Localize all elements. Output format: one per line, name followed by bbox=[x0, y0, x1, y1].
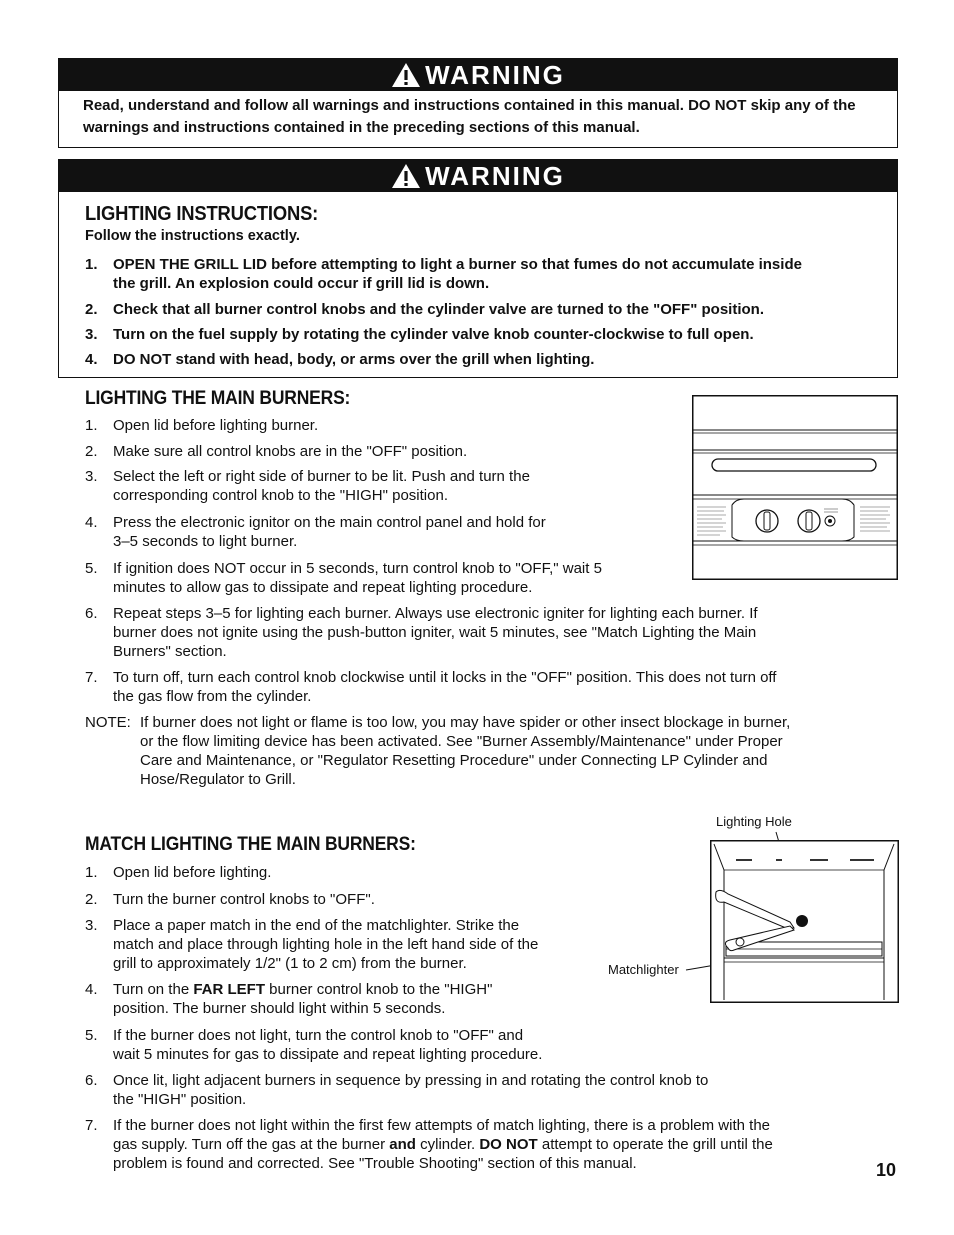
list-item: 1. OPEN THE GRILL LID before attempting to light a burner so that fumes do not accumulate inside the grill. An explosion could occur if grill lid is down. bbox=[85, 256, 802, 292]
matchlighter-label: Matchlighter bbox=[608, 962, 679, 977]
list-item: 7. If the burner does not light within the first few attempts of match lighting, there is a problem with the gas supply. Turn off the gas at the burner and cylinder. DO NOT attempt to operate the grill until the problem is found and corrected. See "Trouble Shooting" section of this manual. bbox=[85, 1117, 773, 1172]
warning-header-2 bbox=[59, 160, 897, 192]
main-burners-heading: LIGHTING THE MAIN BURNERS: bbox=[85, 388, 351, 409]
lighting-instructions-heading: LIGHTING INSTRUCTIONS: bbox=[85, 203, 319, 225]
list-item: 2. Make sure all control knobs are in the "OFF" position. bbox=[85, 443, 468, 460]
list-item: 1. Open lid before lighting. bbox=[85, 864, 272, 881]
list-item: 3. Place a paper match in the end of the matchlighter. Strike the match and place through lighting hole in the left hand side of the grill to approximately 1/2" (1 to 2 cm) from the burner. bbox=[85, 917, 539, 972]
list-item: 5. If ignition does NOT occur in 5 seconds, turn control knob to "OFF," wait 5 minutes to allow gas to dissipate and repeat lighting procedure. bbox=[85, 560, 602, 596]
warning-triangle-icon bbox=[391, 163, 421, 189]
list-item: 1. Open lid before lighting burner. bbox=[85, 417, 319, 434]
warning-header-1 bbox=[59, 59, 897, 91]
list-item: 3. Select the left or right side of burner to be lit. Push and turn the corresponding control knob to the "HIGH" position. bbox=[85, 468, 530, 504]
list-item: 6. Repeat steps 3–5 for lighting each burner. Always use electronic igniter for lighting each burner. If burner does not ignite using the push-button igniter, wait 5 minutes, see "Match Lighting the Main Burners" section. bbox=[85, 605, 758, 660]
lighting-hole-icon bbox=[796, 915, 808, 927]
note: NOTE: If burner does not light or flame is too low, you may have spider or other insect blockage in burner, or the flow limiting device has been activated. See "Burner Assembly/Maintenance" under Proper Care and Maintenance, or "Regulator Resetting Procedure" under Connecting LP Cylinder and Hose/Regulator to Grill. bbox=[85, 714, 791, 788]
warning-title-2: WARNING bbox=[425, 160, 565, 191]
grill-control-panel-diagram bbox=[692, 395, 898, 580]
warning-triangle-icon bbox=[391, 62, 421, 88]
list-item: 7. To turn off, turn each control knob clockwise until it locks in the "OFF" position. This does not turn off the gas flow from the cylinder. bbox=[85, 669, 777, 705]
list-item: 2. Turn the burner control knobs to "OFF". bbox=[85, 891, 375, 908]
lighting-instructions-subheading: Follow the instructions exactly. bbox=[85, 228, 300, 244]
list-item: 4. Press the electronic ignitor on the main control panel and hold for 3–5 seconds to light burner. bbox=[85, 514, 546, 550]
warning-text-1: Read, understand and follow all warnings and instructions contained in this manual. DO NOT skip any of the warnings and instructions contained in the preceding sections of this manual. bbox=[83, 97, 856, 136]
note-label: NOTE: bbox=[85, 714, 131, 731]
list-item: 3. Turn on the fuel supply by rotating the cylinder valve knob counter-clockwise to full open. bbox=[85, 326, 754, 343]
list-item: 4. DO NOT stand with head, body, or arms over the grill when lighting. bbox=[85, 351, 595, 368]
grill-handle-icon bbox=[712, 459, 876, 471]
list-item: 4. Turn on the FAR LEFT burner control knob to the "HIGH" position. The burner should light within 5 seconds. bbox=[85, 981, 493, 1017]
page-number: 10 bbox=[875, 1160, 896, 1180]
list-item: 2. Check that all burner control knobs and the cylinder valve are turned to the "OFF" position. bbox=[85, 301, 764, 318]
match-lighting-heading: MATCH LIGHTING THE MAIN BURNERS: bbox=[85, 834, 416, 855]
match-lighting-diagram bbox=[680, 830, 900, 1004]
warning-title-1: WARNING bbox=[425, 59, 565, 90]
list-item: 6. Once lit, light adjacent burners in sequence by pressing in and rotating the control knob to the "HIGH" position. bbox=[85, 1072, 709, 1108]
list-item: 5. If the burner does not light, turn the control knob to "OFF" and wait 5 minutes for gas to dissipate and repeat lighting procedure. bbox=[85, 1027, 543, 1063]
warning-box-1 bbox=[58, 58, 898, 148]
lighting-hole-label: Lighting Hole bbox=[716, 814, 792, 829]
